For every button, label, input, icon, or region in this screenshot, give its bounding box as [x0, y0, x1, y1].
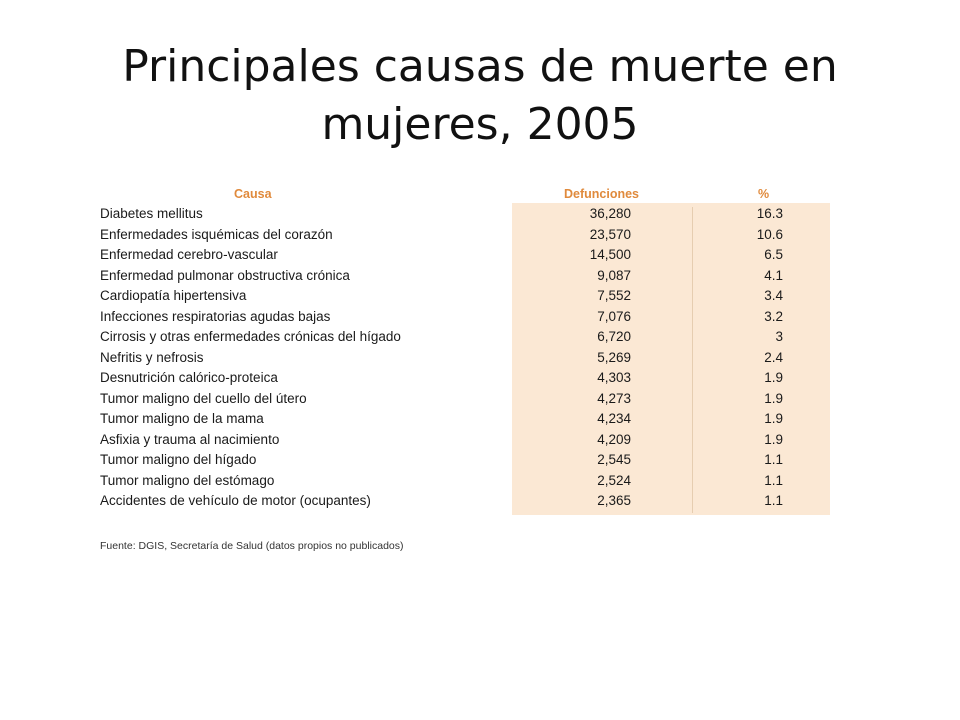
cell-percent: 3.2: [764, 308, 783, 324]
cell-percent: 6.5: [764, 247, 783, 262]
cell-causa: Tumor maligno del estómago: [100, 472, 275, 488]
cell-defunciones: 7,076: [597, 308, 631, 324]
table-row: [98, 389, 833, 410]
cell-defunciones: 36,280: [589, 206, 631, 221]
cell-defunciones: 9,087: [597, 267, 631, 283]
cell-percent: 1.9: [764, 431, 783, 447]
cell-causa: Asfixia y trauma al nacimiento: [100, 431, 280, 447]
table-row: [98, 450, 833, 471]
cell-defunciones: 4,209: [597, 431, 631, 447]
table-row: [98, 348, 833, 369]
cell-defunciones: 23,570: [589, 226, 631, 242]
cell-defunciones: 6,720: [597, 329, 631, 344]
cell-percent: 3: [775, 329, 783, 344]
cell-defunciones: 2,365: [597, 493, 631, 508]
header-defunciones: Defunciones: [564, 187, 640, 201]
cell-percent: 3.4: [764, 288, 783, 303]
cell-causa: Infecciones respiratorias agudas bajas: [100, 308, 331, 324]
table-row: [98, 266, 833, 287]
cell-defunciones: 14,500: [589, 247, 631, 262]
cell-causa: Tumor maligno del hígado: [100, 452, 257, 467]
cell-causa: Nefritis y nefrosis: [100, 349, 204, 365]
cell-percent: 1.9: [764, 370, 783, 385]
cell-defunciones: 2,524: [597, 472, 631, 488]
cell-defunciones: 7,552: [597, 288, 631, 303]
cell-percent: 2.4: [764, 349, 783, 365]
cell-causa: Cirrosis y otras enfermedades crónicas del hígado: [100, 329, 401, 344]
cell-causa: Enfermedad cerebro-vascular: [100, 247, 278, 262]
table-row: [98, 368, 833, 389]
source-note: Fuente: DGIS, Secretaría de Salud (datos propios no publicados): [100, 540, 404, 552]
table-row: [98, 430, 833, 451]
cell-percent: 10.6: [756, 226, 783, 242]
cell-percent: 1.9: [764, 411, 783, 426]
cell-percent: 16.3: [756, 206, 783, 221]
cell-defunciones: 5,269: [597, 349, 631, 365]
cell-defunciones: 4,234: [597, 411, 631, 426]
cell-causa: Accidentes de vehículo de motor (ocupantes): [100, 493, 371, 508]
mortality-table: [98, 185, 833, 515]
cell-causa: Enfermedades isquémicas del corazón: [100, 226, 333, 242]
table-row: [98, 286, 833, 307]
cell-percent: 1.1: [764, 452, 783, 467]
header-percent: %: [758, 187, 770, 201]
cell-percent: 1.9: [764, 390, 783, 406]
table-row: [98, 225, 833, 246]
table-row: [98, 491, 833, 512]
header-causa: Causa: [234, 187, 272, 201]
cell-causa: Tumor maligno de la mama: [100, 411, 264, 426]
table-row: [98, 245, 833, 266]
cell-causa: Desnutrición calórico-proteica: [100, 370, 278, 385]
cell-percent: 1.1: [764, 472, 783, 488]
cell-causa: Enfermedad pulmonar obstructiva crónica: [100, 267, 350, 283]
table-row: [98, 471, 833, 492]
cell-causa: Tumor maligno del cuello del útero: [100, 390, 307, 406]
table-body: [98, 204, 833, 512]
slide-title: Principales causas de muerte en mujeres, 2005: [122, 41, 838, 150]
table-row: [98, 307, 833, 328]
table-row: [98, 409, 833, 430]
cell-percent: 4.1: [764, 267, 783, 283]
table-row: [98, 204, 833, 225]
cell-defunciones: 2,545: [597, 452, 631, 467]
cell-percent: 1.1: [764, 493, 783, 508]
cell-causa: Diabetes mellitus: [100, 206, 203, 221]
cell-defunciones: 4,273: [597, 390, 631, 406]
cell-causa: Cardiopatía hipertensiva: [100, 288, 247, 303]
table-row: [98, 327, 833, 348]
cell-defunciones: 4,303: [597, 370, 631, 385]
